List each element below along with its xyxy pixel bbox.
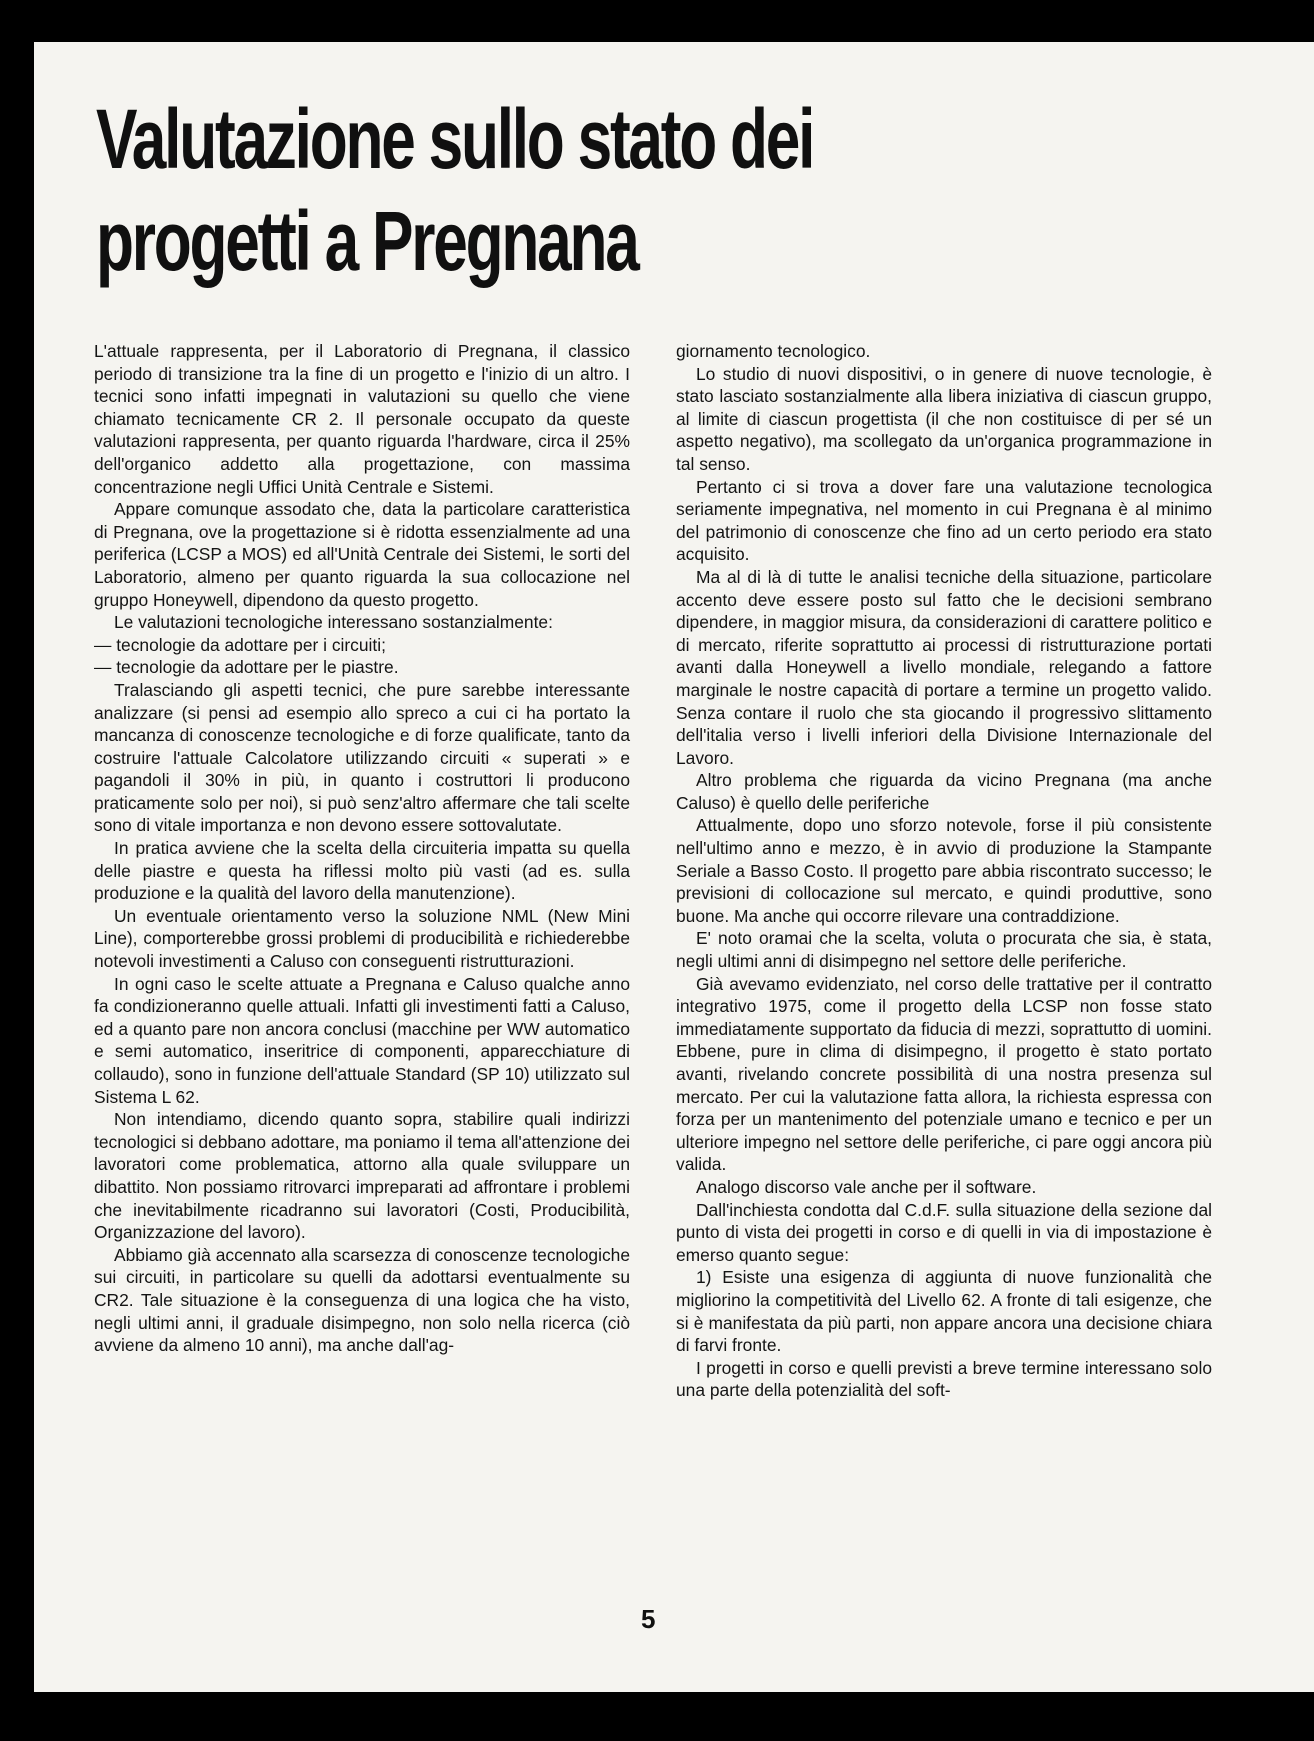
- paragraph: Abbiamo già accennato alla scarsezza di conoscenze tecnologiche sui circuiti, in particolare su quelli da adottarsi eventualmente su CR2. Tale situazione è la conseguenza di una logica che ha visto, negli ultimi anni, il graduale disimpegno, non solo nella ricerca (ciò avviene da almeno 10 anni), ma anche dall'ag-: [94, 1244, 630, 1356]
- paragraph: In ogni caso le scelte attuate a Pregnana e Caluso qualche anno fa condizioneranno quelle attuali. Infatti gli investimenti fatti a Caluso, ed a quanto pare non ancora conclusi (macchine per WW automatico e semi automatico, inseritrice di componenti, apparecchiature di collaudo), sono in funzione dell'attuale Standard (SP 10) utilizzato sul Sistema L 62.: [94, 973, 630, 1107]
- headline-line-2: progetti a Pregnana: [96, 194, 638, 288]
- list-item: — tecnologie da adottare per le piastre.: [94, 657, 399, 678]
- paragraph: Ma al di là di tutte le analisi tecniche della situazione, particolare accento deve essere posto sul fatto che le decisioni sembrano dipendere, in maggior misura, da considerazioni di carattere politico e di mercato, riferite soprattutto ai processi di ristrutturazione portati avanti dalla Honeywell a livello mondiale, relegando a fattore marginale le nostre capacità di portare a termine un progetto valido. Senza contare il ruolo che sta giocando il progressivo slittamento dell'italia verso i livelli inferiori della Divisione Internazionale del Lavoro.: [676, 566, 1212, 768]
- article-headline: [96, 88, 814, 292]
- headline-line-1: Valutazione sullo stato dei: [96, 92, 814, 186]
- paragraph: Lo studio di nuovi dispositivi, o in genere di nuove tecnologie, è stato lasciato sostanzialmente alla libera iniziativa di ciascun gruppo, al limite di ciascun progettista (il che non costituisce di per sé un aspetto negativo), ma scollegato da un'organica programmazione in tal senso.: [676, 363, 1212, 474]
- paragraph: Analogo discorso vale anche per il software.: [696, 1176, 1037, 1197]
- paragraph: Pertanto ci si trova a dover fare una valutazione tecnologica seriamente impegnativa, nel momento in cui Pregnana è al minimo del patrimonio di conoscenze che fino ad un certo periodo era stato acquisito.: [676, 476, 1212, 565]
- right-column: [676, 340, 1212, 1402]
- paragraph: E' noto oramai che la scelta, voluta o procurata che sia, è stata, negli ultimi anni di disimpegno nel settore delle periferiche.: [676, 928, 1212, 972]
- paragraph: I progetti in corso e quelli previsti a breve termine interessano solo una parte della potenzialità del soft-: [676, 1357, 1212, 1401]
- paragraph: Altro problema che riguarda da vicino Pregnana (ma anche Caluso) è quello delle periferiche: [676, 770, 1212, 813]
- list-item: — tecnologie da adottare per i circuiti;: [94, 634, 386, 655]
- paragraph: Già avevamo evidenziato, nel corso delle trattative per il contratto integrativo 1975, come il progetto della LCSP non fosse stato immediatamente supportato da fiducia di mezzi, soprattutto di uomini. Ebbene, pure in clima di disimpegno, il progetto è stato portato avanti, rivelando concrete possibilità di una nostra presenza sul mercato. Per cui la valutazione fatta allora, la richiesta espressa con forza per un mantenimento del potenziale umano e tecnico e per un ulteriore impegno nel settore delle periferiche, ci pare oggi ancora più valida.: [676, 973, 1212, 1175]
- paragraph: Appare comunque assodato che, data la particolare caratteristica di Pregnana, ove la progettazione si è ridotta essenzialmente ad una periferica (LCSP a MOS) ed all'Unità Centrale dei Sistemi, le sorti del Laboratorio, almeno per quanto riguarda la sua collocazione nel gruppo Honeywell, dipendono da questo progetto.: [94, 499, 630, 610]
- paragraph: Dall'inchiesta condotta dal C.d.F. sulla situazione della sezione dal punto di vista dei progetti in corso e di quelli in via di impostazione è emerso quanto segue:: [676, 1199, 1212, 1265]
- paragraph: Attualmente, dopo uno sforzo notevole, forse il più consistente nell'ultimo anno e mezzo, è in avvio di produzione la Stampante Seriale a Basso Costo. Il progetto pare abbia riscontrato successo; le previsioni di collocazione sul mercato, e quindi produttive, sono buone. Ma anche qui occorre rilevare una contraddizione.: [676, 815, 1212, 926]
- paragraph: giornamento tecnologico.: [676, 341, 871, 361]
- left-column: [94, 340, 630, 1357]
- paragraph: Le valutazioni tecnologiche interessano sostanzialmente:: [114, 612, 553, 633]
- paragraph: 1) Esiste una esigenza di aggiunta di nuove funzionalità che migliorino la competitività del Livello 62. A fronte di tali esigenze, che si è manifestata da più parti, non appare ancora una decisione chiara di farvi fronte.: [676, 1267, 1212, 1356]
- paragraph: In pratica avviene che la scelta della circuiteria impatta su quella delle piastre e questa ha riflessi molto più vasti (ad es. sulla produzione e la qualità del lavoro della manutenzione).: [94, 838, 630, 904]
- paragraph: Non intendiamo, dicendo quanto sopra, stabilire quali indirizzi tecnologici si debbano adottare, ma poniamo il tema all'attenzione dei lavoratori come problematica, attorno alla quale sviluppare un dibattito. Non possiamo ritrovarci impreparati ad affrontare i problemi che inevitabilmente ricadranno sui lavoratori (Costi, Producibilità, Organizzazione del lavoro).: [94, 1109, 631, 1243]
- page-number: 5: [641, 1604, 656, 1634]
- paragraph: Un eventuale orientamento verso la soluzione NML (New Mini Line), comporterebbe grossi problemi di producibilità e richiederebbe notevoli investimenti a Caluso con conseguenti ristrutturazioni.: [94, 905, 630, 972]
- paragraph: L'attuale rappresenta, per il Laboratorio di Pregnana, il classico periodo di transizione tra la fine di un progetto e l'inizio di un altro. I tecnici sono infatti impegnati in valutazioni su quello che viene chiamato tecnicamente CR 2. Il personale occupato da queste valutazioni rappresenta, per quanto riguarda l'hardware, circa il 25% dell'organico addetto alla progettazione, con massima concentrazione negli Uffici Unità Centrale e Sistemi.: [94, 341, 630, 497]
- paragraph: Tralasciando gli aspetti tecnici, che pure sarebbe interessante analizzare (si pensi ad esempio allo spreco a cui ci ha portato la mancanza di conoscenze tecnologiche e di forze qualificate, tanto da costruire l'attuale Calcolatore utilizzando circuiti « superati » e pagandoli il 30% in più, in quanto i costruttori li producono praticamente solo per noi), si può senz'altro affermare che tali scelte sono di vitale importanza e non devono essere sottovalutate.: [94, 679, 630, 836]
